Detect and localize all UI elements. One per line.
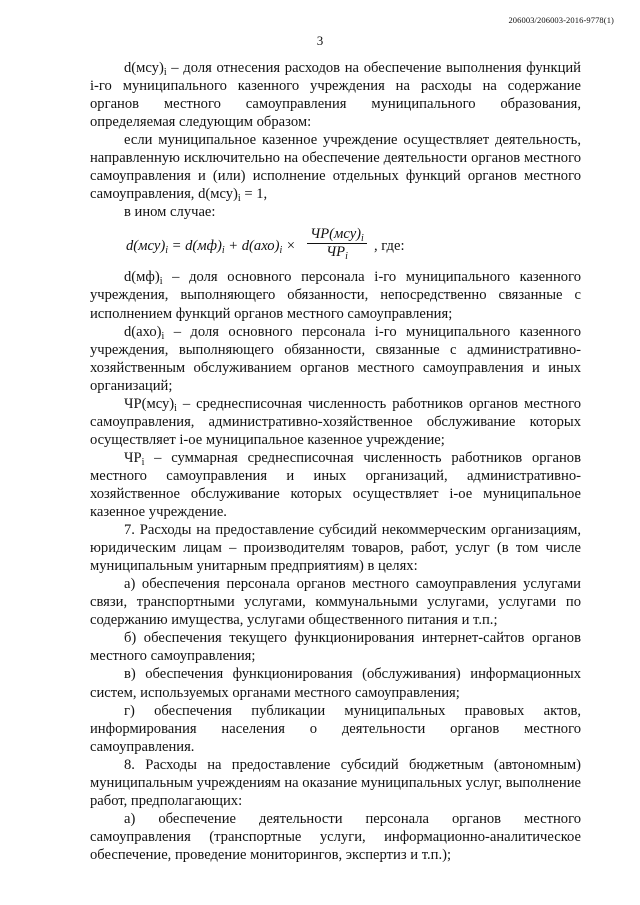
paragraph-item-7b: б) обеспечения текущего функционирования интернет-сайтов органов местного самоуправления; (90, 630, 581, 665)
paragraph-d-mf: $d(мф)_i$ – доля основного персонала i-го муниципального казенного учреждения, выполняющего обязанности, непосредственно связанные с исполнением функций органов местного самоуправления; (90, 269, 581, 322)
paragraph-d-axo: $d(ахо)_i$ – доля основного персонала i-го муниципального казенного учреждения, выполняющего обязанности, связанные с административно-хозяйственным обслуживанием органов местного самоуправления и иных организаций; (90, 323, 581, 394)
formula-fraction (307, 226, 367, 261)
formula-lhs: $d(мсу)_i = d(мф)_i + d(ахо)_i$ × (126, 238, 296, 257)
fraction-denominator: $ЧР_i$ (326, 244, 348, 263)
document-code: 206003/206003-2016-9778(1) (508, 15, 614, 25)
paragraph-item-7v: в) обеспечения функционирования (обслуживания) информационных систем, используемых органами местного самоуправления; (90, 666, 581, 701)
formula (126, 226, 581, 264)
fraction-numerator: $ЧР(мсу)_i$ (307, 226, 367, 244)
paragraph-chr: $ЧР_i$ – суммарная среднесписочная численность работников органов местного самоуправления и иных организаций, административно-хозяйственное обслуживание которых осуществляет i-ое муниципальное казенное учреждение. (90, 449, 581, 521)
paragraph-otherwise: в ином случае: (124, 204, 216, 221)
formula-tail: , где: (374, 238, 405, 255)
paragraph-item-8: 8. Расходы на предоставление субсидий бюджетным (автономным) муниципальным учреждениям на оказание муниципальных услуг, выполнение работ, предполагающих: (90, 756, 581, 809)
paragraph-chr-msu: $ЧР(мсу)_i$ – среднесписочная численность работников органов местного самоуправления, административно-хозяйственное обслуживание которых осуществляет i-ое муниципальное казенное учреждение; (90, 395, 581, 448)
document-body (90, 59, 581, 864)
paragraph-item-7a: а) обеспечения персонала органов местного самоуправления услугами связи, транспортными услугами, коммунальными услугами, услугами по содержанию имущества, услугами общественного питания и т.п.; (90, 576, 581, 629)
paragraph-item-8a: а) обеспечение деятельности персонала органов местного самоуправления (транспортные услуги, информационно-аналитическое обеспечение, проведение мониторингов, экспертиз и т.п.); (90, 810, 581, 863)
paragraph-item-7g: г) обеспечения публикации муниципальных правовых актов, информирования населения о деятельности органов местного самоуправления. (90, 702, 581, 755)
paragraph-if-case: если муниципальное казенное учреждение осуществляет деятельность, направленную исключительно на обеспечение деятельности органов местного самоуправления и (или) исполнение отдельных функций органов местного самоуправления, $d(мсу)_i = 1$, (90, 132, 581, 205)
page-number: 3 (316, 33, 324, 48)
paragraph-item-7: 7. Расходы на предоставление субсидий некоммерческим организациям, юридическим лицам – производителям товаров, работ, услуг (в том числе муниципальным унитарным предприятиям) в целях: (90, 522, 581, 575)
paragraph-d-msu-definition: $d(мсу)_i$ – доля отнесения расходов на обеспечение выполнения функций i-го муниципального казенного учреждения на расходы на содержание органов местного самоуправления муниципального образования, определяемая следующим образом: (90, 60, 581, 131)
